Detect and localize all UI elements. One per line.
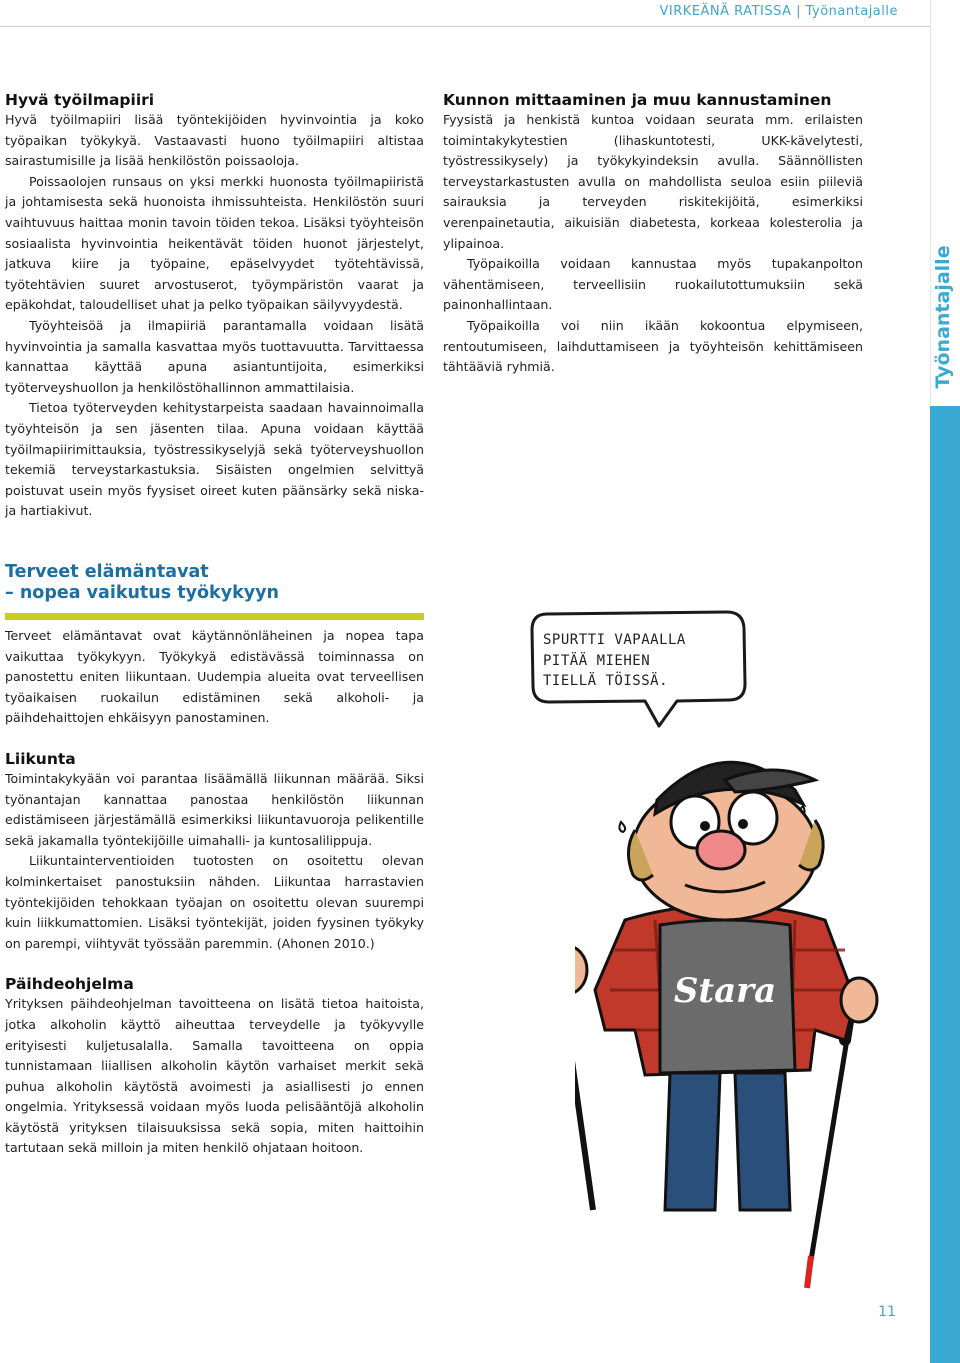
side-tab-label [930,232,956,402]
paragraph: Työpaikoilla voi niin ikään kokoontua elpymiseen, rentoutumiseen, laihduttamiseen ja työyhteisön kehittämiseen tähtääviä ryhmiä. [443,317,863,375]
major-title-line-1: Terveet elämäntavat [5,562,209,582]
paragraph: Fyysistä ja henkistä kuntoa voidaan seurata mm. erilaisten toimintakykytestien (lihaskuntotesti, UKK-kävelytesti, työstressikysely) ja työkykyindeksin avulla. Säännöllisten terveystarkastusten avulla on mahdollista seuloa esiin piileviä sairauksia ja terveyden riskitekijöitä, esimerkiksi verenpainetautia, aikuisiän diabetesta, korkeaa kolesterolia ja ylipainoa. [443,112,863,251]
shirt-logo-text: Stara [673,971,777,1011]
side-tab [930,0,960,1363]
bubble-line: SPURTTI VAPAALLA [543,632,686,648]
major-title-line-2: – nopea vaikutus työkykyyn [5,583,280,603]
major-section-title [5,562,425,604]
section-heading: Kunnon mittaaminen ja muu kannustaminen [443,91,832,109]
leg [735,1073,790,1210]
section-hyva-tyoilmapiiri [5,90,424,522]
paragraph: Tietoa työterveyden kehitystarpeista saadaan havainnoimalla työyhteisön ja sen jäsenten tilaa. Apuna voidaan käyttää työilmapiirimittauksia, työstressikyselyjä sekä työterveyshuollon tekemiä terveystarkastuksia. Sisäisten ongelmien selvittyä poistuvat usein myös fyysiset oireet kuten päänsärky sekä niska- ja hartiakivut. [5,400,424,519]
sweat-drop-icon [619,822,625,832]
paragraph: Hyvä työilmapiiri lisää työntekijöiden hyvinvointia ja koko työpaikan työkykyä. Vastaavasti huono työilmapiiri altistaa sairastumisille ja lisää henkilöstön poissaoloja. [5,112,424,169]
hand [575,946,587,994]
side-tab-label-text: Työnantajalle [932,245,954,389]
section-terveet-elamantavat [5,626,424,1159]
paragraph: Poissaolojen runsaus on yksi merkki huonosta työilmapiiristä ja johtamisesta sekä huonoista ihmissuhteista. Henkilöstön suuri vaihtuvuus haittaa monin tavoin töiden tekoa. Lisäksi työyhteisön sosiaalista hyvinvointia heikentävät töiden huonot järjestelyt, jatkuva kiire ja työpaine, epäselvyydet työtehtävissä, työtehtävien suuret arvostuserot, työympäristön vaarat ja epäkohdat, taloudelliset uhat ja pelko työpaikan säilyvyydestä. [5,173,424,313]
paragraph: Terveet elämäntavat ovat käytännönläheinen ja nopea tapa vaikuttaa työkykyyn. Työkykyä edistävässä toiminnassa on panostettu eniten liikuntaan. Uudempia alueita ovat terveellisen työaikaisen ruokailun edistäminen sekä alkoholi- ja päihdehaittojen ehkäisyyn panostaminen. [5,628,424,726]
leg [665,1073,720,1210]
paragraph: Liikuntainterventioiden tuotosten on osoitettu olevan kolminkertaiset panostuksiin nähden. Liikuntaa harrastavien työntekijöiden tehokkaan työajan on osoitettu olevan suurempi kuin liikkumattomien. Lisäksi työntekijät, joiden fyysinen työkyky on parempi, viihtyvät työssään paremmin. (Ahonen 2010.) [5,853,424,951]
bubble-line: TIELLÄ TÖISSÄ. [543,673,669,689]
section-kunnon-mittaaminen [443,90,863,378]
mascot-illustration [575,740,885,1360]
header-divider [0,26,960,27]
paragraph: Työpaikoilla voidaan kannustaa myös tupakanpolton vähentämiseen, terveellisiin ruokailutottumuksiin sekä painonhallintaan. [443,256,863,313]
header-title: VIRKEÄNÄ RATISSA | Työnantajalle [659,4,898,19]
page-number: 11 [878,1304,896,1320]
section-heading: Hyvä työilmapiiri [5,91,155,109]
bubble-line: PITÄÄ MIEHEN [543,652,651,669]
section-heading: Päihdeohjelma [5,975,134,994]
side-tab-color-bar [930,406,960,1363]
section-heading: Liikunta [5,749,76,768]
title-underline-rule [5,613,424,620]
paragraph: Työyhteisöä ja ilmapiiriä parantamalla voidaan lisätä hyvinvointia ja samalla kasvattaa myös tuottavuutta. Tarvittaessa kannattaa käyttää apuna asiantuntijoita, esimerkiksi työterveyshuollon ja henkilöstöhallinnon ammattilaisia. [5,317,424,395]
hand [841,978,877,1022]
speech-bubble-text [543,630,743,692]
nose [697,831,745,869]
paragraph: Yrityksen päihdeohjelman tavoitteena on lisätä tietoa haitoista, jotka alkoholin käyttö aiheuttaa terveydelle ja työkyvylle erityisesti kuljetusalalla. Samalla tavoitteena on oppia tunnistamaan liiallisen alkoholin käytön varhaiset merkit sekä puhua alkoholin käytöstä avoimesti ja asiallisesti jo ennen ongelmia. Yrityksessä voidaan myös luoda pelisääntöjä alkoholin käytöstä yrityksen tilaisuuksissa sekä sopia, miten haittoihin tartutaan sekä milloin ja miten henkilö ohjataan hoitoon. [5,996,424,1156]
paragraph: Toimintakykyään voi parantaa lisäämällä liikunnan määrää. Siksi työnantajan kannattaa panostaa henkilöstön liikunnan edistämiseen järjestämällä esimerkiksi liikuntavuoroja pelikentille sekä jakamalla työntekijöille uimahalli- ja kuntosalilippuja. [5,770,424,848]
page-header [0,0,960,28]
